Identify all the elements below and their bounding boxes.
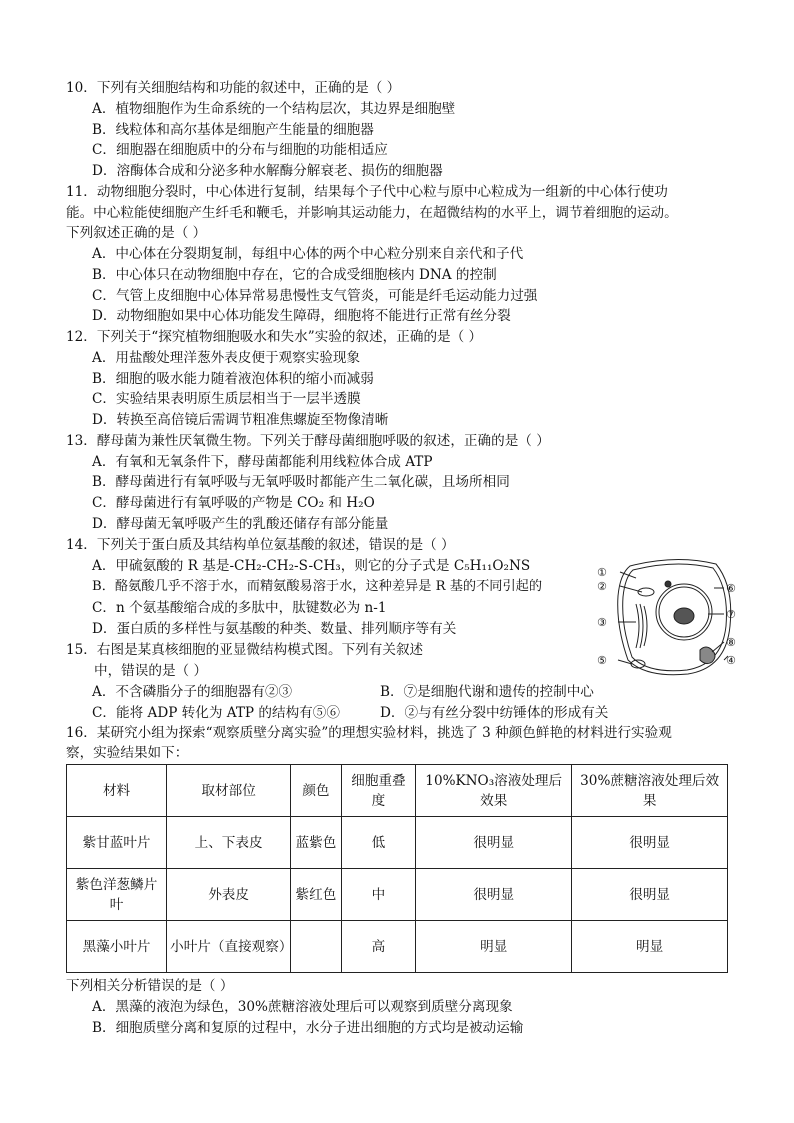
- cell-structure-figure: [596, 556, 758, 680]
- q11-option-a: A．中心体在分裂期复制，每组中心体的两个中心粒分别来自亲代和子代: [92, 246, 524, 262]
- table-cell: 蓝紫色: [291, 817, 342, 869]
- table-header-cell: 颜色: [291, 765, 342, 817]
- table-header-cell: 30%蔗糖溶液处理后效果: [572, 765, 728, 817]
- q14-option-c: C．n 个氨基酸缩合成的多肽中，肽键数必为 n-1: [92, 600, 387, 616]
- q12-option-b: B．细胞的吸水能力随着液泡体积的缩小而减弱: [92, 371, 374, 387]
- q15-stem-line2: 中，错误的是（ ）: [94, 663, 208, 679]
- q16-follow-up: 下列相关分析错误的是（ ）: [66, 978, 234, 994]
- table-cell: 紫色洋葱鳞片叶: [67, 869, 167, 921]
- q10-option-c: C．细胞器在细胞质中的分布与细胞的功能相适应: [92, 142, 388, 158]
- q13-option-c: C．酵母菌进行有氧呼吸的产物是 CO₂ 和 H₂O: [92, 495, 375, 511]
- q10-option-d: D．溶酶体合成和分泌多种水解酶分解衰老、损伤的细胞器: [92, 163, 443, 179]
- figure-label-6: ⑥: [726, 582, 736, 595]
- table-cell: 黑藻小叶片: [67, 921, 167, 973]
- figure-label-2: ②: [597, 580, 607, 593]
- q13-option-a: A．有氧和无氧条件下，酵母菌都能利用线粒体合成 ATP: [92, 454, 433, 470]
- q16-option-a: A．黑藻的液泡为绿色，30%蔗糖溶液处理后可以观察到质壁分离现象: [92, 999, 513, 1015]
- q15-option-d: D．②与有丝分裂中纺锤体的形成有关: [380, 705, 609, 721]
- table-cell: 上、下表皮: [167, 817, 291, 869]
- q11-option-b: B．中心体只在动物细胞中存在，它的合成受细胞核内 DNA 的控制: [92, 267, 497, 283]
- q11-stem-line2: 能。中心粒能使细胞产生纤毛和鞭毛，并影响其运动能力，在超微结构的水平上，调节着细胞的运动。: [66, 205, 678, 221]
- figure-label-7: ⑦: [726, 608, 736, 621]
- table-cell: 很明显: [572, 817, 728, 869]
- table-cell: 中: [341, 869, 415, 921]
- q15-option-a: A．不含磷脂分子的细胞器有②③: [92, 684, 293, 700]
- q13-option-d: D．酵母菌无氧呼吸产生的乳酸还储存有部分能量: [92, 516, 389, 532]
- q16-stem-line1: 16．某研究小组为探索“观察质壁分离实验”的理想实验材料，挑选了 3 种颜色鲜艳的材料进行实验观: [66, 725, 672, 741]
- q14-stem: 14．下列关于蛋白质及其结构单位氨基酸的叙述，错误的是（ ）: [66, 537, 455, 553]
- table-header-cell: 取材部位: [167, 765, 291, 817]
- table-cell: 明显: [572, 921, 728, 973]
- figure-label-8: ⑧: [726, 636, 736, 649]
- q16-option-b: B．细胞质壁分离和复原的过程中，水分子进出细胞的方式均是被动运输: [92, 1020, 524, 1036]
- q15-option-b: B．⑦是细胞代谢和遗传的控制中心: [380, 684, 594, 700]
- table-cell: 小叶片（直接观察）: [167, 921, 291, 973]
- table-row: [67, 817, 728, 869]
- q10-option-a: A．植物细胞作为生命系统的一个结构层次，其边界是细胞壁: [92, 101, 456, 117]
- results-table: [66, 764, 728, 973]
- table-row: [67, 921, 728, 973]
- q11-stem-line1: 11．动物细胞分裂时，中心体进行复制，结果每个子代中心粒与原中心粒成为一组新的中心体行使功: [66, 184, 668, 200]
- q13-stem: 13．酵母菌为兼性厌氧微生物。下列关于酵母菌细胞呼吸的叙述，正确的是（ ）: [66, 433, 550, 449]
- q16-stem-line2: 察，实验结果如下：: [66, 745, 189, 761]
- q14-option-a: A．甲硫氨酸的 R 基是-CH₂-CH₂-S-CH₃，则它的分子式是 C₅H₁₁O₂NS: [92, 558, 531, 574]
- q11-stem-line3: 下列叙述正确的是（ ）: [66, 225, 207, 241]
- table-cell: 高: [341, 921, 415, 973]
- q13-option-b: B．酵母菌进行有氧呼吸与无氧呼吸时都能产生二氧化碳，且场所相同: [92, 474, 510, 490]
- table-cell: 很明显: [572, 869, 728, 921]
- figure-label-4: ④: [726, 654, 736, 667]
- table-header-cell: 细胞重叠度: [341, 765, 415, 817]
- table-cell: 低: [341, 817, 415, 869]
- figure-label-5: ⑤: [597, 654, 607, 667]
- q11-option-d: D．动物细胞如果中心体功能发生障碍，细胞将不能进行正常有丝分裂: [92, 308, 511, 324]
- q12-stem: 12．下列关于“探究植物细胞吸水和失水”实验的叙述，正确的是（ ）: [66, 329, 483, 345]
- q10-stem: 10．下列有关细胞结构和功能的叙述中，正确的是（ ）: [66, 80, 401, 96]
- q12-option-c: C．实验结果表明原生质层相当于一层半透膜: [92, 391, 361, 407]
- table-cell: 很明显: [416, 869, 572, 921]
- q11-option-c: C．气管上皮细胞中心体异常易患慢性支气管炎，可能是纤毛运动能力过强: [92, 288, 538, 304]
- q12-option-a: A．用盐酸处理洋葱外表皮便于观察实验现象: [92, 350, 361, 366]
- table-cell: 紫甘蓝叶片: [67, 817, 167, 869]
- table-header-row: [67, 765, 728, 817]
- q10-option-b: B．线粒体和高尔基体是细胞产生能量的细胞器: [92, 122, 374, 138]
- q12-option-d: D．转换至高倍镜后需调节粗准焦螺旋至物像清晰: [92, 412, 389, 428]
- figure-label-3: ③: [597, 616, 607, 629]
- q15-option-c: C．能将 ADP 转化为 ATP 的结构有⑤⑥: [92, 705, 340, 721]
- table-row: [67, 869, 728, 921]
- table-header-cell: 材料: [67, 765, 167, 817]
- q15-stem-line1: 15．右图是某真核细胞的亚显微结构模式图。下列有关叙述: [66, 642, 424, 658]
- figure-label-1: ①: [597, 566, 607, 579]
- q14-option-d: D．蛋白质的多样性与氨基酸的种类、数量、排列顺序等有关: [92, 621, 457, 637]
- table-cell: 外表皮: [167, 869, 291, 921]
- table-header-cell: 10%KNO₃溶液处理后效果: [416, 765, 572, 817]
- table-cell: 明显: [416, 921, 572, 973]
- table-cell: 紫红色: [291, 869, 342, 921]
- table-cell: [291, 921, 342, 973]
- q14-option-b: B．酪氨酸几乎不溶于水，而精氨酸易溶于水，这种差异是 R 基的不同引起的: [92, 579, 543, 594]
- table-cell: 很明显: [416, 817, 572, 869]
